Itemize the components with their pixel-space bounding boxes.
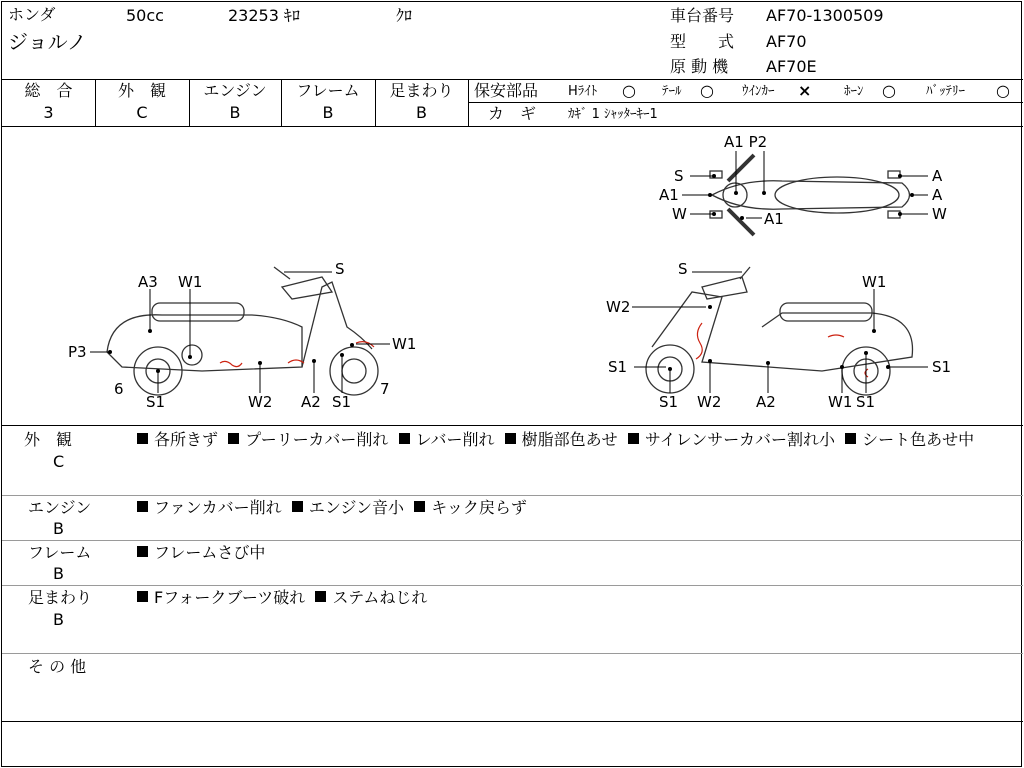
remark-exterior-notes: 各所きず プーリーカバー削れ レバー削れ 樹脂部色あせ サイレンサーカバー割れ小 シート色あせ中: [137, 429, 1007, 451]
color: ｸﾛ: [396, 6, 413, 25]
lbl-top-a1b: A1: [764, 210, 784, 228]
model-name: ジョルノ: [8, 30, 87, 54]
inspection-sheet: [1, 1, 1022, 767]
lbl-l-s1b: S1: [332, 393, 352, 411]
lbl-r-w1: W1: [862, 273, 887, 291]
lbl-l-6: 6: [114, 380, 124, 398]
frame-grade: B: [322, 103, 334, 122]
frame-no-label: 車台番号: [670, 6, 735, 25]
suspension-grade-label: 足まわり: [389, 81, 454, 100]
remark-frame-label: フレーム: [28, 543, 92, 562]
exterior-grade: C: [136, 103, 148, 122]
damage-diagram: [2, 127, 1023, 425]
frame-grade-label: フレーム: [296, 81, 360, 100]
lbl-r-s: S: [678, 260, 688, 278]
overall-label: 総 合: [24, 81, 73, 100]
lbl-r-w1b: W1: [828, 393, 853, 411]
lbl-r-s1d: S1: [856, 393, 876, 411]
lbl-top-s: S: [674, 167, 684, 185]
remark-suspension-notes: Fフォークブーツ破れ ステムねじれ: [137, 587, 1007, 609]
remark-frame-grade: B: [53, 564, 64, 583]
displacement: 50cc: [126, 6, 164, 25]
key-value: ｶｷﾞ 1 ｼｬｯﾀｰｷｰ1: [568, 107, 658, 122]
mileage: 23253 ｷﾛ: [228, 6, 300, 25]
safety-horn-mark: ○: [882, 81, 896, 100]
lbl-l-w1b: W1: [392, 335, 417, 353]
lbl-l-w2: W2: [248, 393, 273, 411]
lbl-l-a2: A2: [301, 393, 321, 411]
safety-taillight-mark: ○: [700, 81, 714, 100]
label-dots: [108, 174, 914, 373]
lbl-top-a1: A1: [659, 186, 679, 204]
safety-label: 保安部品: [474, 81, 539, 100]
key-label: カ ギ: [488, 104, 537, 123]
remark-suspension-grade: B: [53, 610, 64, 629]
maker: ホンダ: [8, 5, 56, 24]
damage-marks: [220, 323, 868, 377]
lbl-top-w: W: [672, 205, 687, 223]
safety-taillight: ﾃｰﾙ: [662, 84, 682, 99]
lbl-l-s1: S1: [146, 393, 166, 411]
remark-suspension-label: 足まわり: [28, 588, 93, 607]
lbl-l-7: 7: [380, 380, 390, 398]
remark-exterior-grade: C: [53, 452, 65, 471]
suspension-grade: B: [416, 103, 427, 122]
remark-engine-notes: ファンカバー削れ エンジン音小 キック戻らず: [137, 497, 1007, 519]
remark-engine-grade: B: [53, 519, 64, 538]
lbl-l-p3: P3: [68, 343, 87, 361]
lbl-r-w2b: W2: [697, 393, 722, 411]
safety-horn: ﾎｰﾝ: [844, 84, 864, 99]
lbl-r-a2: A2: [756, 393, 776, 411]
engine-grade-label: エンジン: [203, 81, 267, 100]
engine-label: 原 動 機: [670, 57, 729, 76]
lbl-r-s1c: S1: [659, 393, 679, 411]
lbl-top-a1p2: A1 P2: [724, 133, 768, 151]
remark-frame-notes: フレームさび中: [137, 542, 1007, 564]
safety-battery: ﾊﾞｯﾃﾘｰ: [926, 84, 965, 99]
lbl-r-s1b: S1: [932, 358, 952, 376]
safety-headlight: Hﾗｲﾄ: [568, 84, 598, 99]
frame-no: AF70-1300509: [766, 6, 884, 25]
safety-winker-mark: ×: [798, 81, 812, 100]
lbl-top-a: A: [932, 167, 943, 185]
top-view-scooter: [710, 155, 910, 235]
type-value: AF70: [766, 32, 807, 51]
lbl-r-w2: W2: [606, 298, 631, 316]
lbl-top-w2: W: [932, 205, 947, 223]
overall-grade: 3: [43, 103, 54, 122]
remark-exterior-label: 外 観: [24, 430, 73, 449]
lbl-l-s: S: [335, 260, 345, 278]
engine-grade: B: [229, 103, 241, 122]
safety-winker: ｳｲﾝｶｰ: [742, 84, 775, 99]
remark-other-label: そ の 他: [28, 657, 87, 676]
remark-engine-label: エンジン: [28, 498, 92, 517]
safety-battery-mark: ○: [996, 81, 1010, 100]
safety-headlight-mark: ○: [622, 81, 636, 100]
lbl-top-a2: A: [932, 186, 943, 204]
engine-value: AF70E: [766, 57, 817, 76]
exterior-label: 外 観: [117, 81, 166, 100]
lbl-l-w1: W1: [178, 273, 203, 291]
lbl-l-a3: A3: [138, 273, 158, 291]
lbl-r-s1: S1: [608, 358, 628, 376]
type-label: 型 式: [670, 32, 735, 51]
